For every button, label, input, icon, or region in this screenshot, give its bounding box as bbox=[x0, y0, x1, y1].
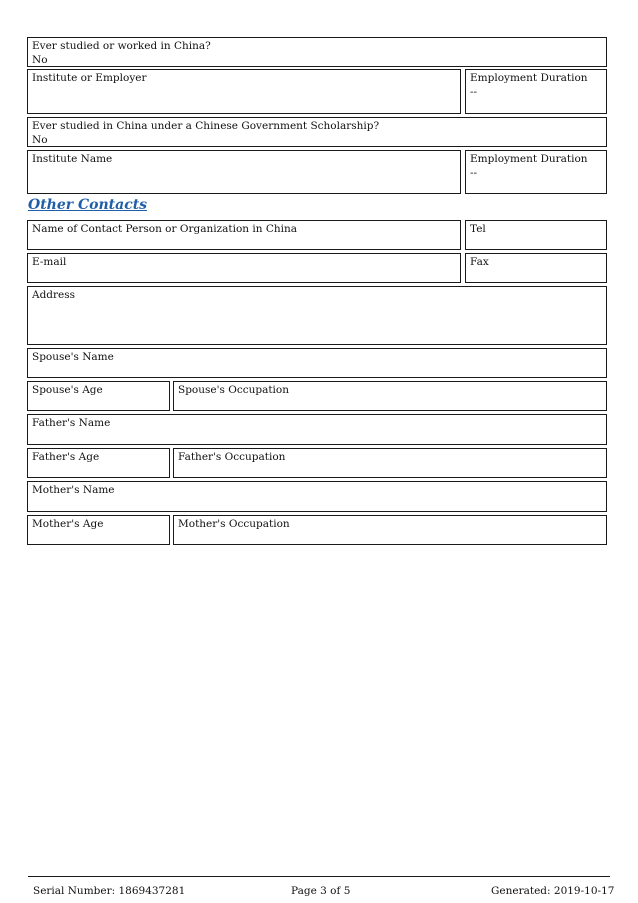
other-contacts-heading: Other Contacts bbox=[28, 197, 148, 213]
spouse-name-field bbox=[27, 348, 607, 378]
father-name-label: Father's Name bbox=[32, 417, 111, 429]
institute-name-label: Institute Name bbox=[32, 153, 113, 165]
email-label: E-mail bbox=[32, 256, 67, 268]
fax-field bbox=[465, 253, 607, 283]
employment-duration-label-1: Employment Duration bbox=[470, 72, 588, 84]
mother-occupation-field bbox=[173, 515, 607, 545]
footer-divider bbox=[28, 876, 610, 877]
employment-duration-value-1: -- bbox=[470, 86, 478, 98]
father-occupation-field bbox=[173, 448, 607, 478]
tel-field bbox=[465, 220, 607, 250]
spouse-age-label: Spouse's Age bbox=[32, 384, 103, 396]
address-label: Address bbox=[32, 289, 76, 301]
employment-duration-label-2: Employment Duration bbox=[470, 153, 588, 165]
footer-page: Page 3 of 5 bbox=[291, 885, 351, 897]
studied-worked-value: No bbox=[32, 54, 48, 66]
spouse-occupation-label: Spouse's Occupation bbox=[178, 384, 289, 396]
mother-name-field bbox=[27, 481, 607, 512]
email-field bbox=[27, 253, 461, 283]
institute-employer-label: Institute or Employer bbox=[32, 72, 147, 84]
contact-person-label: Name of Contact Person or Organization in China bbox=[32, 223, 298, 235]
employment-duration-field-2 bbox=[465, 150, 607, 194]
scholarship-label: Ever studied in China under a Chinese Government Scholarship? bbox=[32, 120, 380, 132]
fax-label: Fax bbox=[470, 256, 489, 268]
studied-worked-label: Ever studied or worked in China? bbox=[32, 40, 211, 52]
institute-name-field bbox=[27, 150, 461, 194]
employment-duration-value-2: -- bbox=[470, 167, 478, 179]
father-age-label: Father's Age bbox=[32, 451, 100, 463]
mother-age-field bbox=[27, 515, 170, 545]
address-field bbox=[27, 286, 607, 345]
spouse-occupation-field bbox=[173, 381, 607, 411]
employment-duration-field-1 bbox=[465, 69, 607, 114]
spouse-name-label: Spouse's Name bbox=[32, 351, 114, 363]
father-occupation-label: Father's Occupation bbox=[178, 451, 286, 463]
footer-serial: Serial Number: 1869437281 bbox=[33, 885, 186, 897]
mother-occupation-label: Mother's Occupation bbox=[178, 518, 290, 530]
institute-employer-field bbox=[27, 69, 461, 114]
mother-age-label: Mother's Age bbox=[32, 518, 104, 530]
scholarship-value: No bbox=[32, 134, 48, 146]
father-age-field bbox=[27, 448, 170, 478]
father-name-field bbox=[27, 414, 607, 445]
tel-label: Tel bbox=[470, 223, 486, 235]
mother-name-label: Mother's Name bbox=[32, 484, 115, 496]
studied-worked-field bbox=[27, 37, 607, 67]
contact-person-field bbox=[27, 220, 461, 250]
spouse-age-field bbox=[27, 381, 170, 411]
scholarship-field bbox=[27, 117, 607, 147]
footer-generated: Generated: 2019-10-17 bbox=[491, 885, 615, 897]
